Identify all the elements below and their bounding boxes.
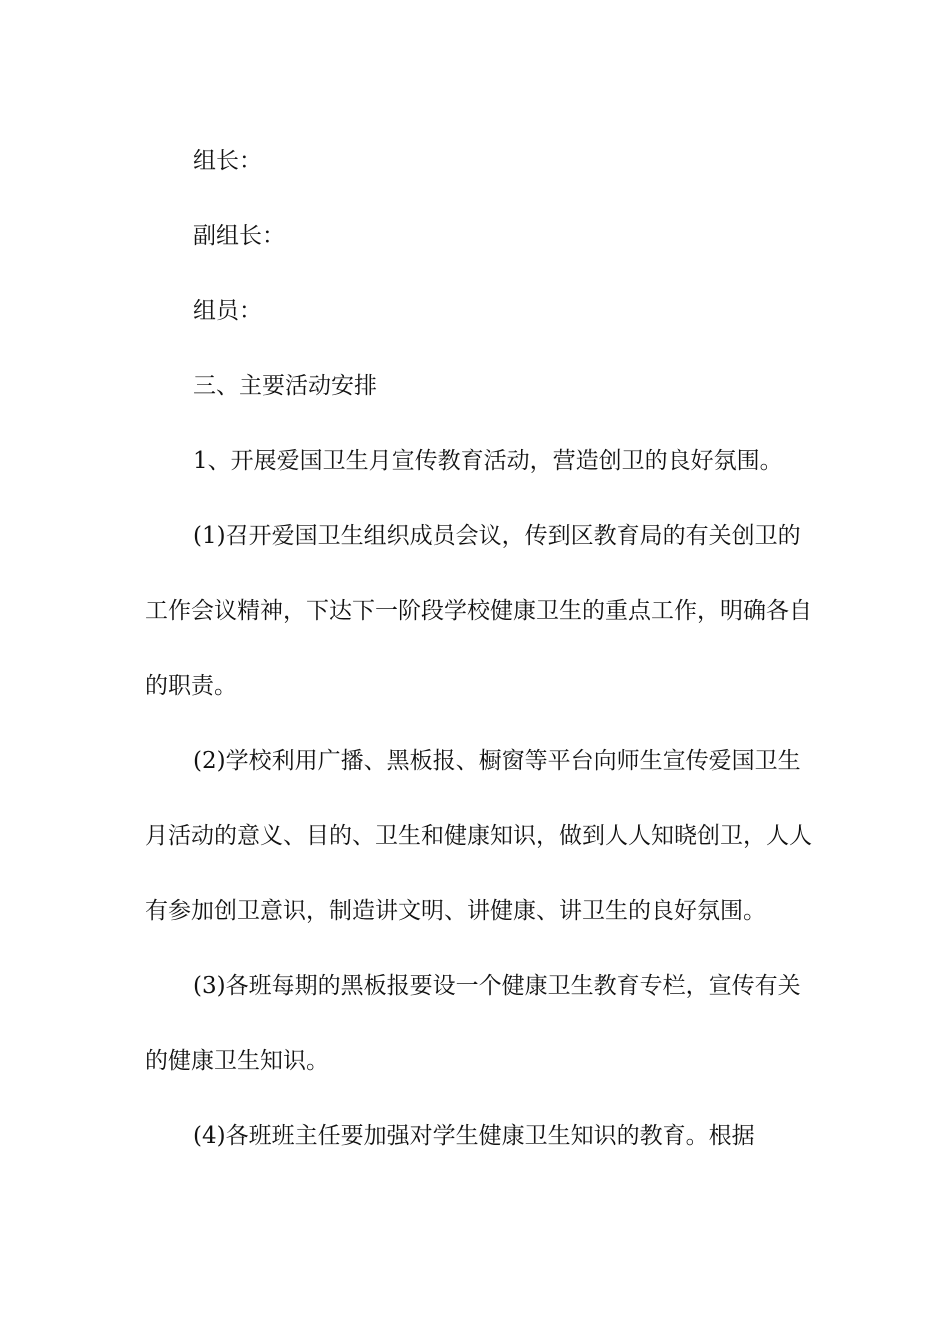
paragraph-deputy-leader: 副组长： — [193, 223, 285, 249]
paragraph-subitem-4: (4)各班班主任要加强对学生健康卫生知识的教育。根据 — [193, 1123, 755, 1149]
paragraph-subitem-2: (2)学校利用广播、黑板报、橱窗等平台向师生宣传爱国卫生月活动的意义、目的、卫生和健康知识，做到人人知晓创卫，人人有参加创卫意识，制造讲文明、讲健康、讲卫生的良好氛围。 — [145, 748, 812, 924]
paragraph-group-leader: 组长： — [193, 148, 262, 174]
section-heading: 三、主要活动安排 — [193, 373, 377, 399]
paragraph-members: 组员： — [193, 298, 262, 324]
paragraph-item-1: 1、开展爱国卫生月宣传教育活动，营造创卫的良好氛围。 — [193, 448, 783, 474]
paragraph-subitem-3: (3)各班每期的黑板报要设一个健康卫生教育专栏，宣传有关的健康卫生知识。 — [145, 973, 801, 1074]
paragraph-subitem-1: (1)召开爱国卫生组织成员会议，传到区教育局的有关创卫的工作会议精神，下达下一阶段学校健康卫生的重点工作，明确各自的职责。 — [145, 523, 812, 699]
document-body — [145, 124, 815, 1174]
